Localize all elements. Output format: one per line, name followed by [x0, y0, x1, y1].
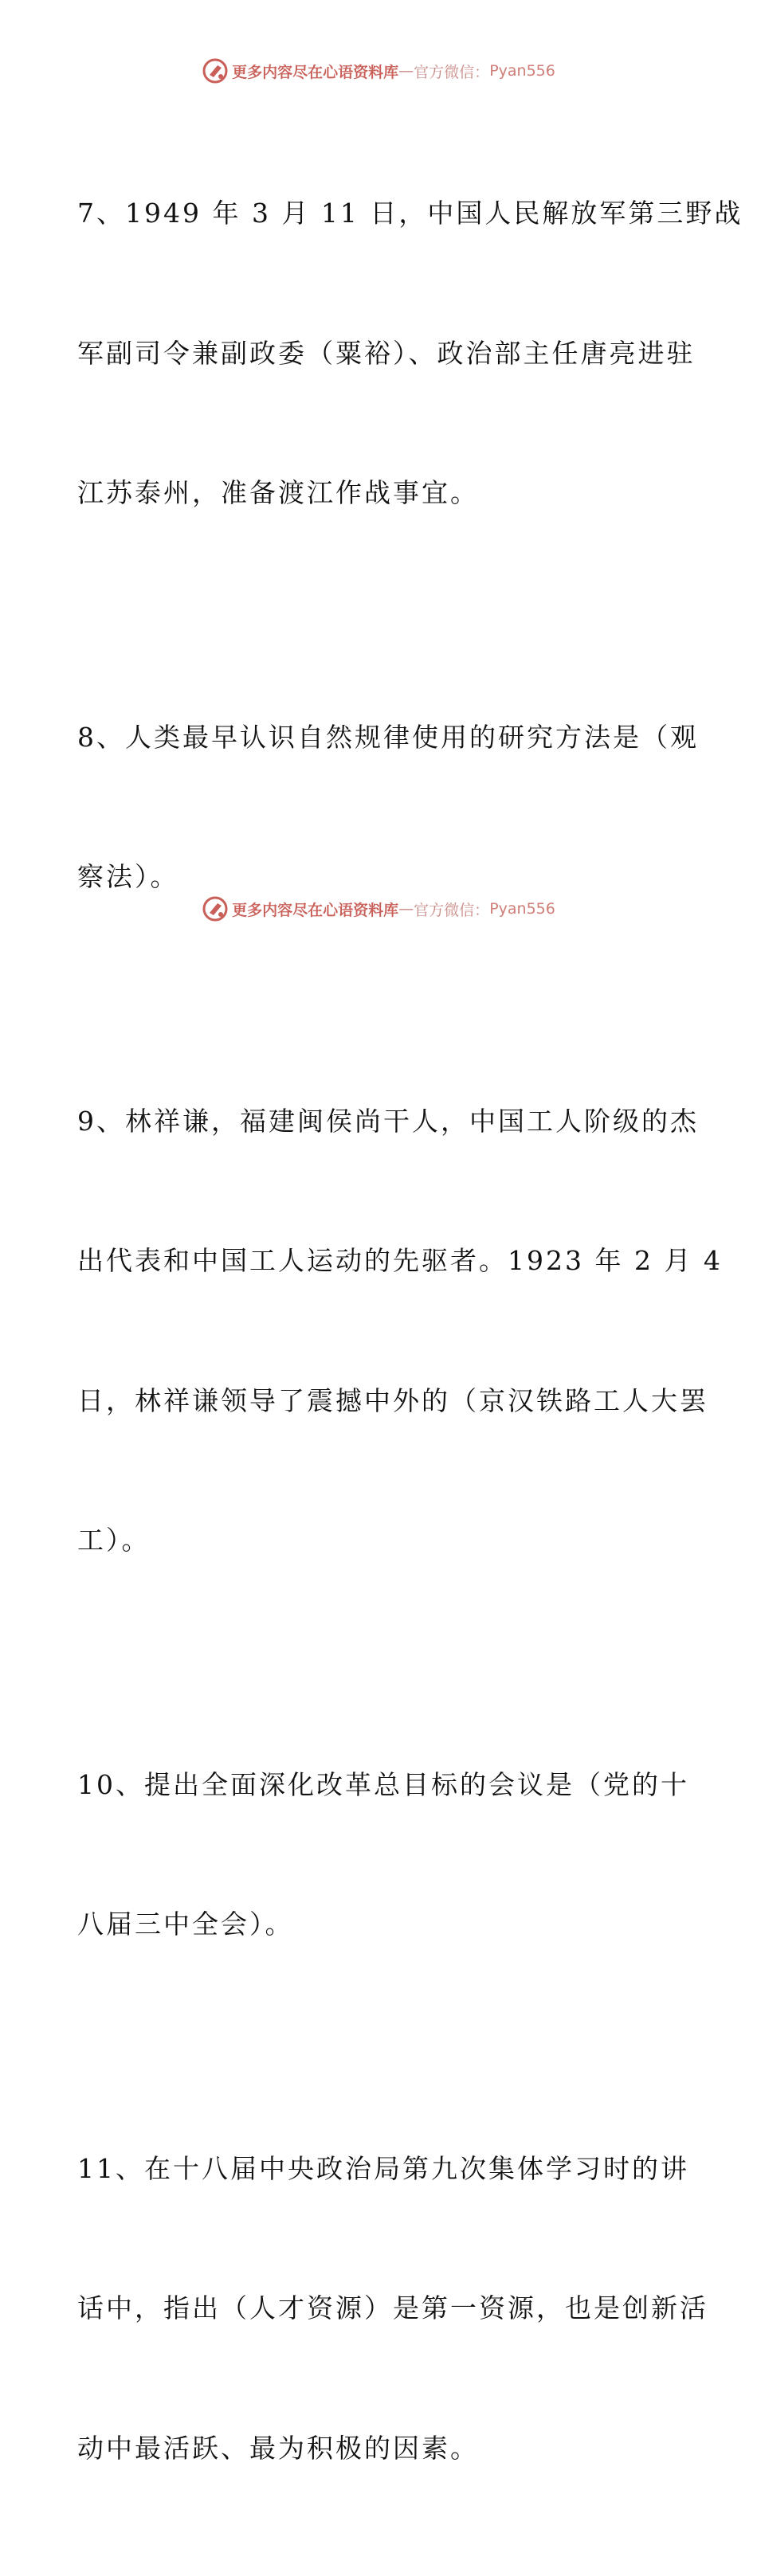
footer-watermark: [0, 895, 757, 922]
watermark-label: 官方微信：: [414, 901, 490, 919]
question-11: [77, 2053, 708, 2566]
text-line: 7、1949 年 3 月 11 日，中国人民解放军第三野战: [77, 198, 743, 229]
question-10: [77, 1669, 689, 2042]
watermark-separator: —: [398, 900, 414, 918]
text-line: 日，林祥谦领导了震撼中外的（京汉铁路工人大罢: [77, 1384, 708, 1416]
text-line: 8、人类最早认识自然规律使用的研究方法是（观: [77, 721, 699, 753]
watermark-handle: Pyan556: [489, 900, 555, 918]
text-line: 江苏泰州，准备渡江作战事宜。: [77, 477, 479, 508]
question-7: [77, 97, 743, 610]
watermark-handle: Pyan556: [489, 62, 555, 80]
text-line: 10、提出全面深化改革总目标的会议是（党的十: [77, 1768, 689, 1800]
text-line: 察法）。: [77, 861, 179, 892]
watermark-separator: —: [398, 62, 414, 80]
header-watermark: [0, 57, 757, 84]
text-line: 话中，指出（人才资源）是第一资源，也是创新活: [77, 2292, 708, 2323]
text-line: 军副司令兼副政委（粟裕）、政治部主任唐亮进驻: [77, 337, 696, 369]
text-line: 出代表和中国工人运动的先驱者。1923 年 2 月 4: [77, 1245, 723, 1276]
watermark-brand: 更多内容尽在心语资料库: [232, 63, 399, 81]
text-line: 动中最活跃、最为积极的因素。: [77, 2432, 479, 2464]
watermark-label: 官方微信：: [414, 63, 490, 81]
text-line: 11、在十八届中央政治局第九次集体学习时的讲: [77, 2152, 689, 2184]
seal-logo-icon: [202, 57, 229, 84]
question-8: [77, 621, 699, 994]
text-line: 9、林祥谦，福建闽侯尚干人，中国工人阶级的杰: [77, 1105, 699, 1137]
text-line: 八届三中全会）。: [77, 1909, 294, 1940]
question-9: [77, 1005, 723, 1658]
seal-logo-icon: [202, 895, 229, 922]
document-body: [77, 97, 743, 2576]
watermark-brand: 更多内容尽在心语资料库: [232, 901, 399, 919]
text-line: 工）。: [77, 1525, 151, 1556]
